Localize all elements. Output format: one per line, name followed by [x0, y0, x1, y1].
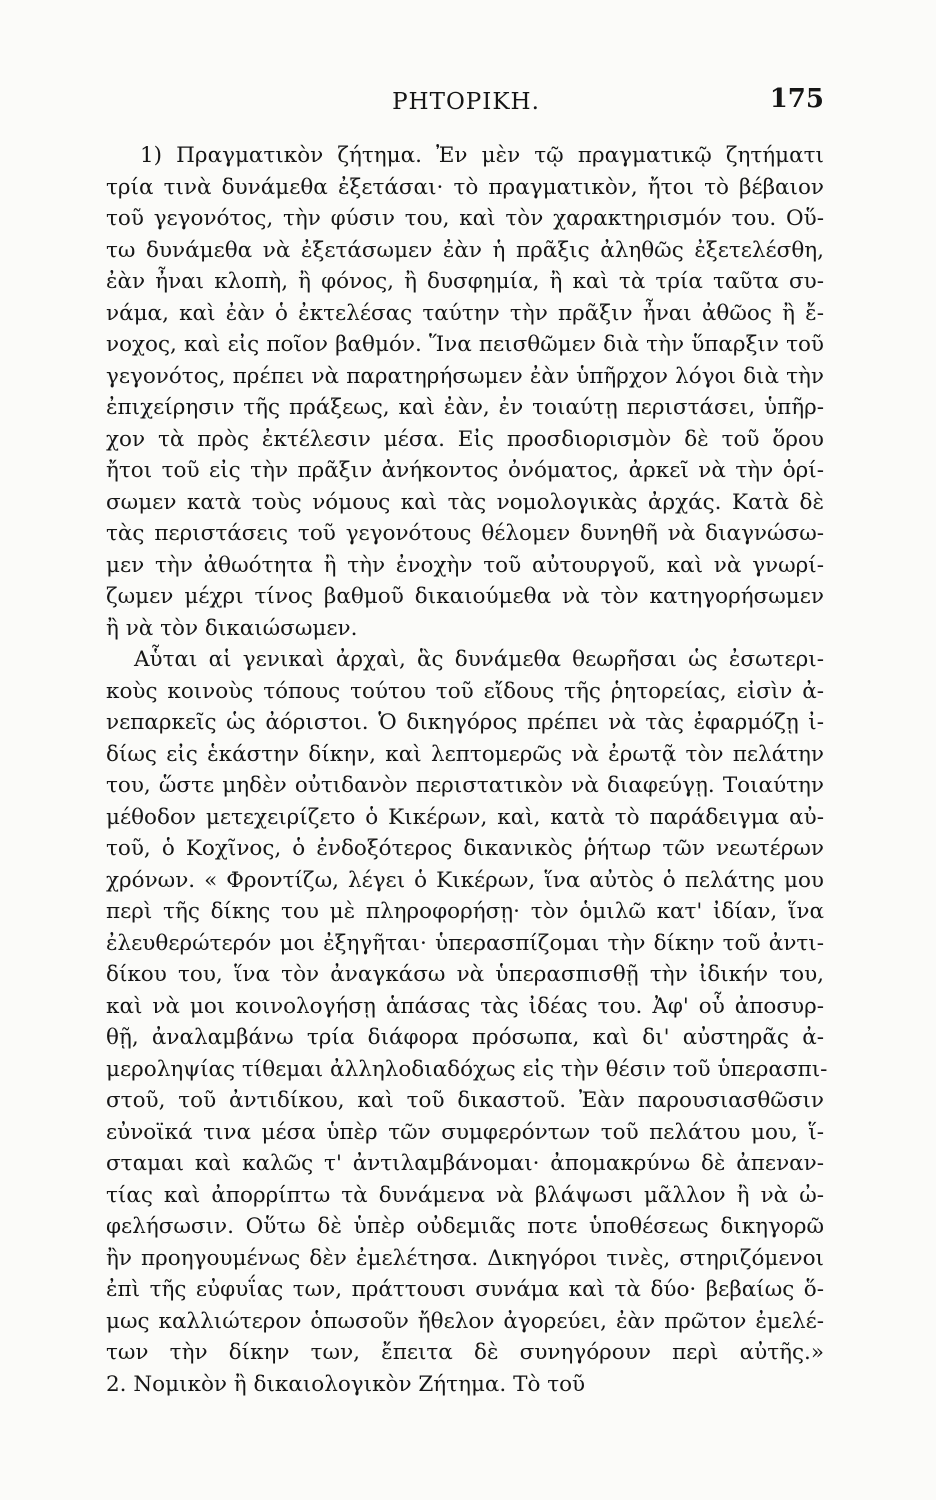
text-line: σωμεν κατὰ τοὺς νόμους καὶ τὰς νομολογικὰς ἀρχάς. Κατὰ δὲ: [106, 489, 824, 515]
text-line: μεροληψίας τίθεμαι ἀλληλοδιαδόχως εἰς τὴν θέσιν τοῦ ὑπερασπι-: [106, 1056, 828, 1082]
text-line: τρία τινὰ δυνάμεθα ἐξετάσαι· τὸ πραγματικὸν, ἤτοι τὸ βέβαιον: [106, 174, 824, 200]
text-line: ἐλευθερώτερόν μοι ἐξηγῆται· ὑπερασπίζομαι τὴν δίκην τοῦ ἀντι-: [106, 930, 824, 956]
text-line: δίκου του, ἵνα τὸν ἀναγκάσω νὰ ὑπερασπισθῇ τὴν ἰδικήν του,: [106, 962, 824, 987]
text-line: τοῦ, ὁ Κοχῖνος, ὁ ἐνδοξότερος δικανικὸς ῥήτωρ τῶν νεωτέρων: [106, 836, 824, 861]
text-line: ἢν προηγουμένως δὲν ἐμελέτησα. Δικηγόροι τινὲς, στηριζόμενοι: [106, 1245, 824, 1271]
text-line: ἐὰν ἦναι κλοπὴ, ἢ φόνος, ἢ δυσφημία, ἢ καὶ τὰ τρία ταῦτα συ-: [106, 269, 824, 294]
text-line: γεγονότος, πρέπει νὰ παρατηρήσωμεν ἐὰν ὑπῆρχον λόγοι διὰ τὴν: [106, 363, 824, 389]
section-2-heading-line: [106, 1400, 824, 1432]
text-line: σταμαι καὶ καλῶς τ' ἀντιλαμβάνομαι· ἀπομακρύνω δὲ ἀπεναν-: [106, 1151, 824, 1176]
text-line: νοχος, καὶ εἰς ποῖον βαθμόν. Ἵνα πεισθῶμεν διὰ τὴν ὕπαρξιν τοῦ: [106, 332, 824, 357]
body-text: [106, 140, 828, 1432]
text-line: των τὴν δίκην των, ἔπειτα δὲ συνηγόρουν περὶ αὐτῆς.»: [106, 1340, 824, 1365]
text-line: τὰς περιστάσεις τοῦ γεγονότους θέλομεν δυνηθῆ νὰ διαγνώσω-: [106, 521, 824, 546]
text-line: του, ὥστε μηδὲν οὐτιδανὸν περιστατικὸν νὰ διαφεύγῃ. Τοιαύτην: [106, 773, 824, 798]
running-title: ΡΗΤΟΡΙΚΗ.: [392, 89, 540, 115]
page-number: 175: [769, 84, 824, 114]
text-line: δίως εἰς ἑκάστην δίκην, καὶ λεπτομερῶς νὰ ἐρωτᾷ τὸν πελάτην: [106, 741, 824, 767]
text-line: τοῦ γεγονότος, τὴν φύσιν του, καὶ τὸν χαρακτηρισμόν του. Οὕ-: [106, 206, 824, 231]
paragraph-start-line: Αὗται αἱ γενικαὶ ἀρχαὶ, ἃς δυνάμεθα θεωρῆσαι ὡς ἐσωτερι-: [134, 647, 824, 672]
text-line: ἤτοι τοῦ εἰς τὴν πρᾶξιν ἀνήκοντος ὀνόματος, ἀρκεῖ νὰ τὴν ὁρί-: [106, 458, 824, 483]
text-line: μεν τὴν ἀθωότητα ἢ τὴν ἐνοχὴν τοῦ αὐτουργοῦ, καὶ νὰ γνωρί-: [106, 552, 824, 578]
text-line: τίας καὶ ἀπορρίπτω τὰ δυνάμενα νὰ βλάψωσι μᾶλλον ἢ νὰ ὠ-: [106, 1182, 824, 1208]
text-line: περὶ τῆς δίκης του μὲ πληροφορήσῃ· τὸν ὁμιλῶ κατ' ἰδίαν, ἵνα: [106, 899, 824, 924]
text-line: νεπαρκεῖς ὡς ἀόριστοι. Ὁ δικηγόρος πρέπει νὰ τὰς ἐφαρμόζῃ ἰ-: [106, 710, 824, 735]
text-line: μως καλλιώτερον ὁπωσοῦν ἤθελον ἀγορεύει, ἐὰν πρῶτον ἐμελέ-: [106, 1308, 824, 1334]
text-line: κοὺς κοινοὺς τόπους τούτου τοῦ εἴδους τῆς ῥητορείας, εἰσὶν ἀ-: [106, 678, 824, 704]
text-line: χον τὰ πρὸς ἐκτέλεσιν μέσα. Εἰς προσδιορισμὸν δὲ τοῦ ὅρου: [106, 426, 824, 452]
text-line: εὐνοϊκά τινα μέσα ὑπὲρ τῶν συμφερόντων τοῦ πελάτου μου, ἵ-: [106, 1119, 824, 1145]
text-line: φελήσωσιν. Οὕτω δὲ ὑπὲρ οὐδεμιᾶς ποτε ὑποθέσεως δικηγορῶ: [106, 1214, 824, 1239]
text-line: μέθοδον μετεχειρίζετο ὁ Κικέρων, καὶ, κατὰ τὸ παράδειγμα αὐ-: [106, 804, 824, 830]
text-line: ἐπὶ τῆς εὐφυΐας των, πράττουσι συνάμα καὶ τὰ δύο· βεβαίως ὅ-: [106, 1277, 824, 1302]
text-line: τω δυνάμεθα νὰ ἐξετάσωμεν ἐὰν ἡ πρᾶξις ἀληθῶς ἐξετελέσθη,: [106, 237, 824, 263]
text-line: καὶ νὰ μοι κοινολογήσῃ ἁπάσας τὰς ἰδέας του. Ἀφ' οὗ ἀποσυρ-: [106, 993, 824, 1019]
paragraph-end-line: ἢ νὰ τὸν δικαιώσωμεν.: [106, 615, 358, 641]
section-1-heading-line: 1) Πραγματικὸν ζήτημα. Ἐν μὲν τῷ πραγματικῷ ζητήματι: [140, 143, 824, 168]
text-line: στοῦ, τοῦ ἀντιδίκου, καὶ τοῦ δικαστοῦ. Ἐὰν παρουσιασθῶσιν: [106, 1088, 824, 1113]
text-line: νάμα, καὶ ἐὰν ὁ ἐκτελέσας ταύτην τὴν πρᾶξιν ἦναι ἀθῶος ἢ ἔ-: [106, 300, 824, 326]
running-head: [108, 82, 824, 122]
text-line: χρόνων. « Φροντίζω, λέγει ὁ Κικέρων, ἵνα αὐτὸς ὁ πελάτης μου: [106, 867, 824, 893]
text-line: θῇ, ἀναλαμβάνω τρία διάφορα πρόσωπα, καὶ δι' αὐστηρᾶς ἀ-: [106, 1025, 824, 1050]
text-line: ἐπιχείρησιν τῆς πράξεως, καὶ ἐὰν, ἐν τοιαύτῃ περιστάσει, ὑπῆρ-: [106, 395, 824, 420]
text-line: ζωμεν μέχρι τίνος βαθμοῦ δικαιούμεθα νὰ τὸν κατηγορήσωμεν: [106, 584, 824, 609]
paragraph-end-line: 2. Νομικὸν ἢ δικαιολογικὸν Ζήτημα. Τὸ τοῦ: [106, 1371, 586, 1397]
